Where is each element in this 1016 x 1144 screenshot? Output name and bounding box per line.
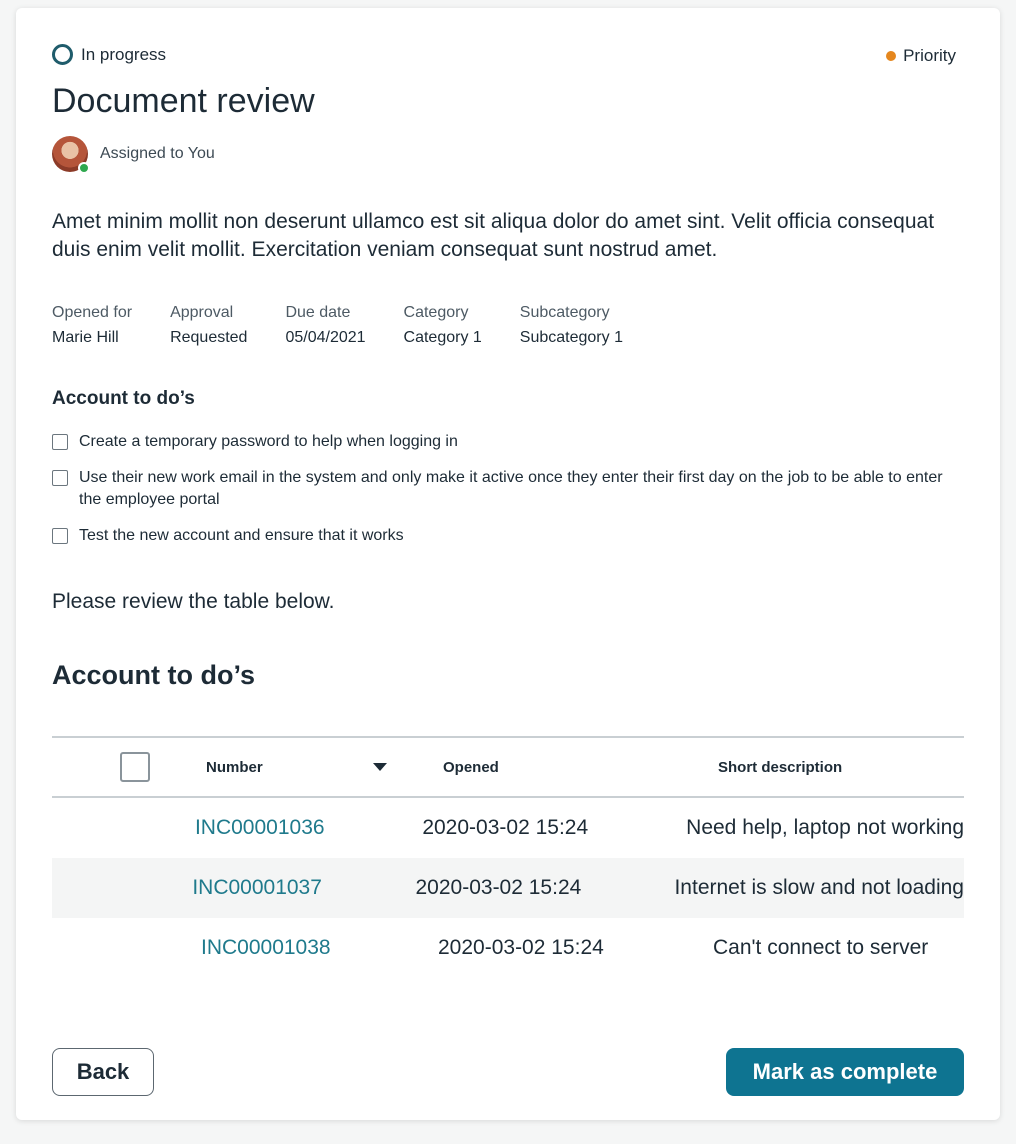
incident-table	[52, 736, 964, 978]
todo-label: Use their new work email in the system and only make it active once they enter their first day on the job to be able to enter the employee portal	[79, 469, 943, 508]
incident-number-link[interactable]: INC00001036	[194, 816, 325, 839]
review-instruction: Please review the table below.	[52, 590, 335, 613]
field-approval	[170, 300, 247, 350]
todo-checkbox[interactable]	[52, 434, 68, 450]
online-status-icon	[78, 162, 90, 174]
field-value: Subcategory 1	[519, 329, 623, 346]
todo-label: Test the new account and ensure that it works	[79, 527, 404, 544]
page-title: Document review	[52, 82, 315, 120]
opened-cell: 2020-03-02 15:24	[438, 936, 604, 959]
todo-checkbox[interactable]	[52, 470, 68, 486]
status-label: In progress	[81, 44, 167, 64]
field-subcategory	[520, 300, 623, 350]
avatar	[52, 136, 88, 172]
todo-item	[52, 467, 952, 511]
opened-cell: 2020-03-02 15:24	[415, 876, 582, 899]
todo-item	[52, 431, 952, 453]
caret-down-icon[interactable]	[373, 763, 387, 771]
in-progress-icon	[52, 44, 73, 65]
todo-item	[52, 525, 952, 547]
field-label: Category	[403, 304, 469, 321]
column-label: Number	[206, 758, 263, 776]
select-all-checkbox[interactable]	[120, 752, 150, 782]
task-description: Amet minim mollit non deserunt ullamco est sit aliqua dolor do amet sint. Velit officia consequat duis enim velit mollit. Exercitation veniam consequat sunt nostrud amet.	[52, 210, 935, 261]
column-header-number[interactable]	[202, 759, 439, 776]
incident-number-link[interactable]: INC00001037	[192, 876, 322, 899]
field-value: Marie Hill	[52, 329, 119, 346]
table-row	[52, 858, 964, 918]
field-due-date	[285, 300, 365, 350]
task-card	[16, 8, 1000, 1120]
priority-indicator	[886, 46, 956, 66]
incident-number-link[interactable]: INC00001038	[201, 936, 331, 959]
priority-dot-icon	[886, 51, 896, 61]
opened-cell: 2020-03-02 15:24	[422, 816, 589, 839]
field-category	[404, 300, 482, 350]
short-description-cell: Can't connect to server	[713, 936, 929, 959]
select-all-cell	[52, 752, 202, 782]
todo-heading: Account to do’s	[52, 388, 195, 409]
field-opened-for	[52, 300, 132, 350]
todo-label: Create a temporary password to help when logging in	[79, 433, 458, 450]
task-fields	[52, 300, 661, 350]
column-header-opened[interactable]: Opened	[443, 758, 499, 776]
table-row	[52, 918, 964, 978]
field-value: Category 1	[403, 329, 482, 346]
table-row	[52, 798, 964, 858]
priority-label: Priority	[903, 46, 956, 65]
mark-as-complete-button[interactable]: Mark as complete	[726, 1048, 964, 1096]
table-heading: Account to do’s	[52, 660, 255, 690]
status-indicator	[52, 44, 166, 65]
short-description-cell: Need help, laptop not working	[686, 816, 965, 839]
assigned-label: Assigned to You	[100, 145, 215, 162]
back-button[interactable]: Back	[52, 1048, 154, 1096]
field-label: Due date	[285, 304, 351, 321]
field-label: Subcategory	[519, 304, 610, 321]
table-header	[52, 736, 964, 798]
field-value: Requested	[170, 329, 248, 346]
todo-list	[52, 431, 952, 561]
field-label: Opened for	[52, 304, 133, 321]
todo-checkbox[interactable]	[52, 528, 68, 544]
column-header-short-description[interactable]: Short description	[718, 758, 843, 776]
field-value: 05/04/2021	[285, 329, 366, 346]
short-description-cell: Internet is slow and not loading	[674, 876, 964, 899]
assignee	[52, 136, 215, 172]
field-label: Approval	[170, 304, 234, 321]
